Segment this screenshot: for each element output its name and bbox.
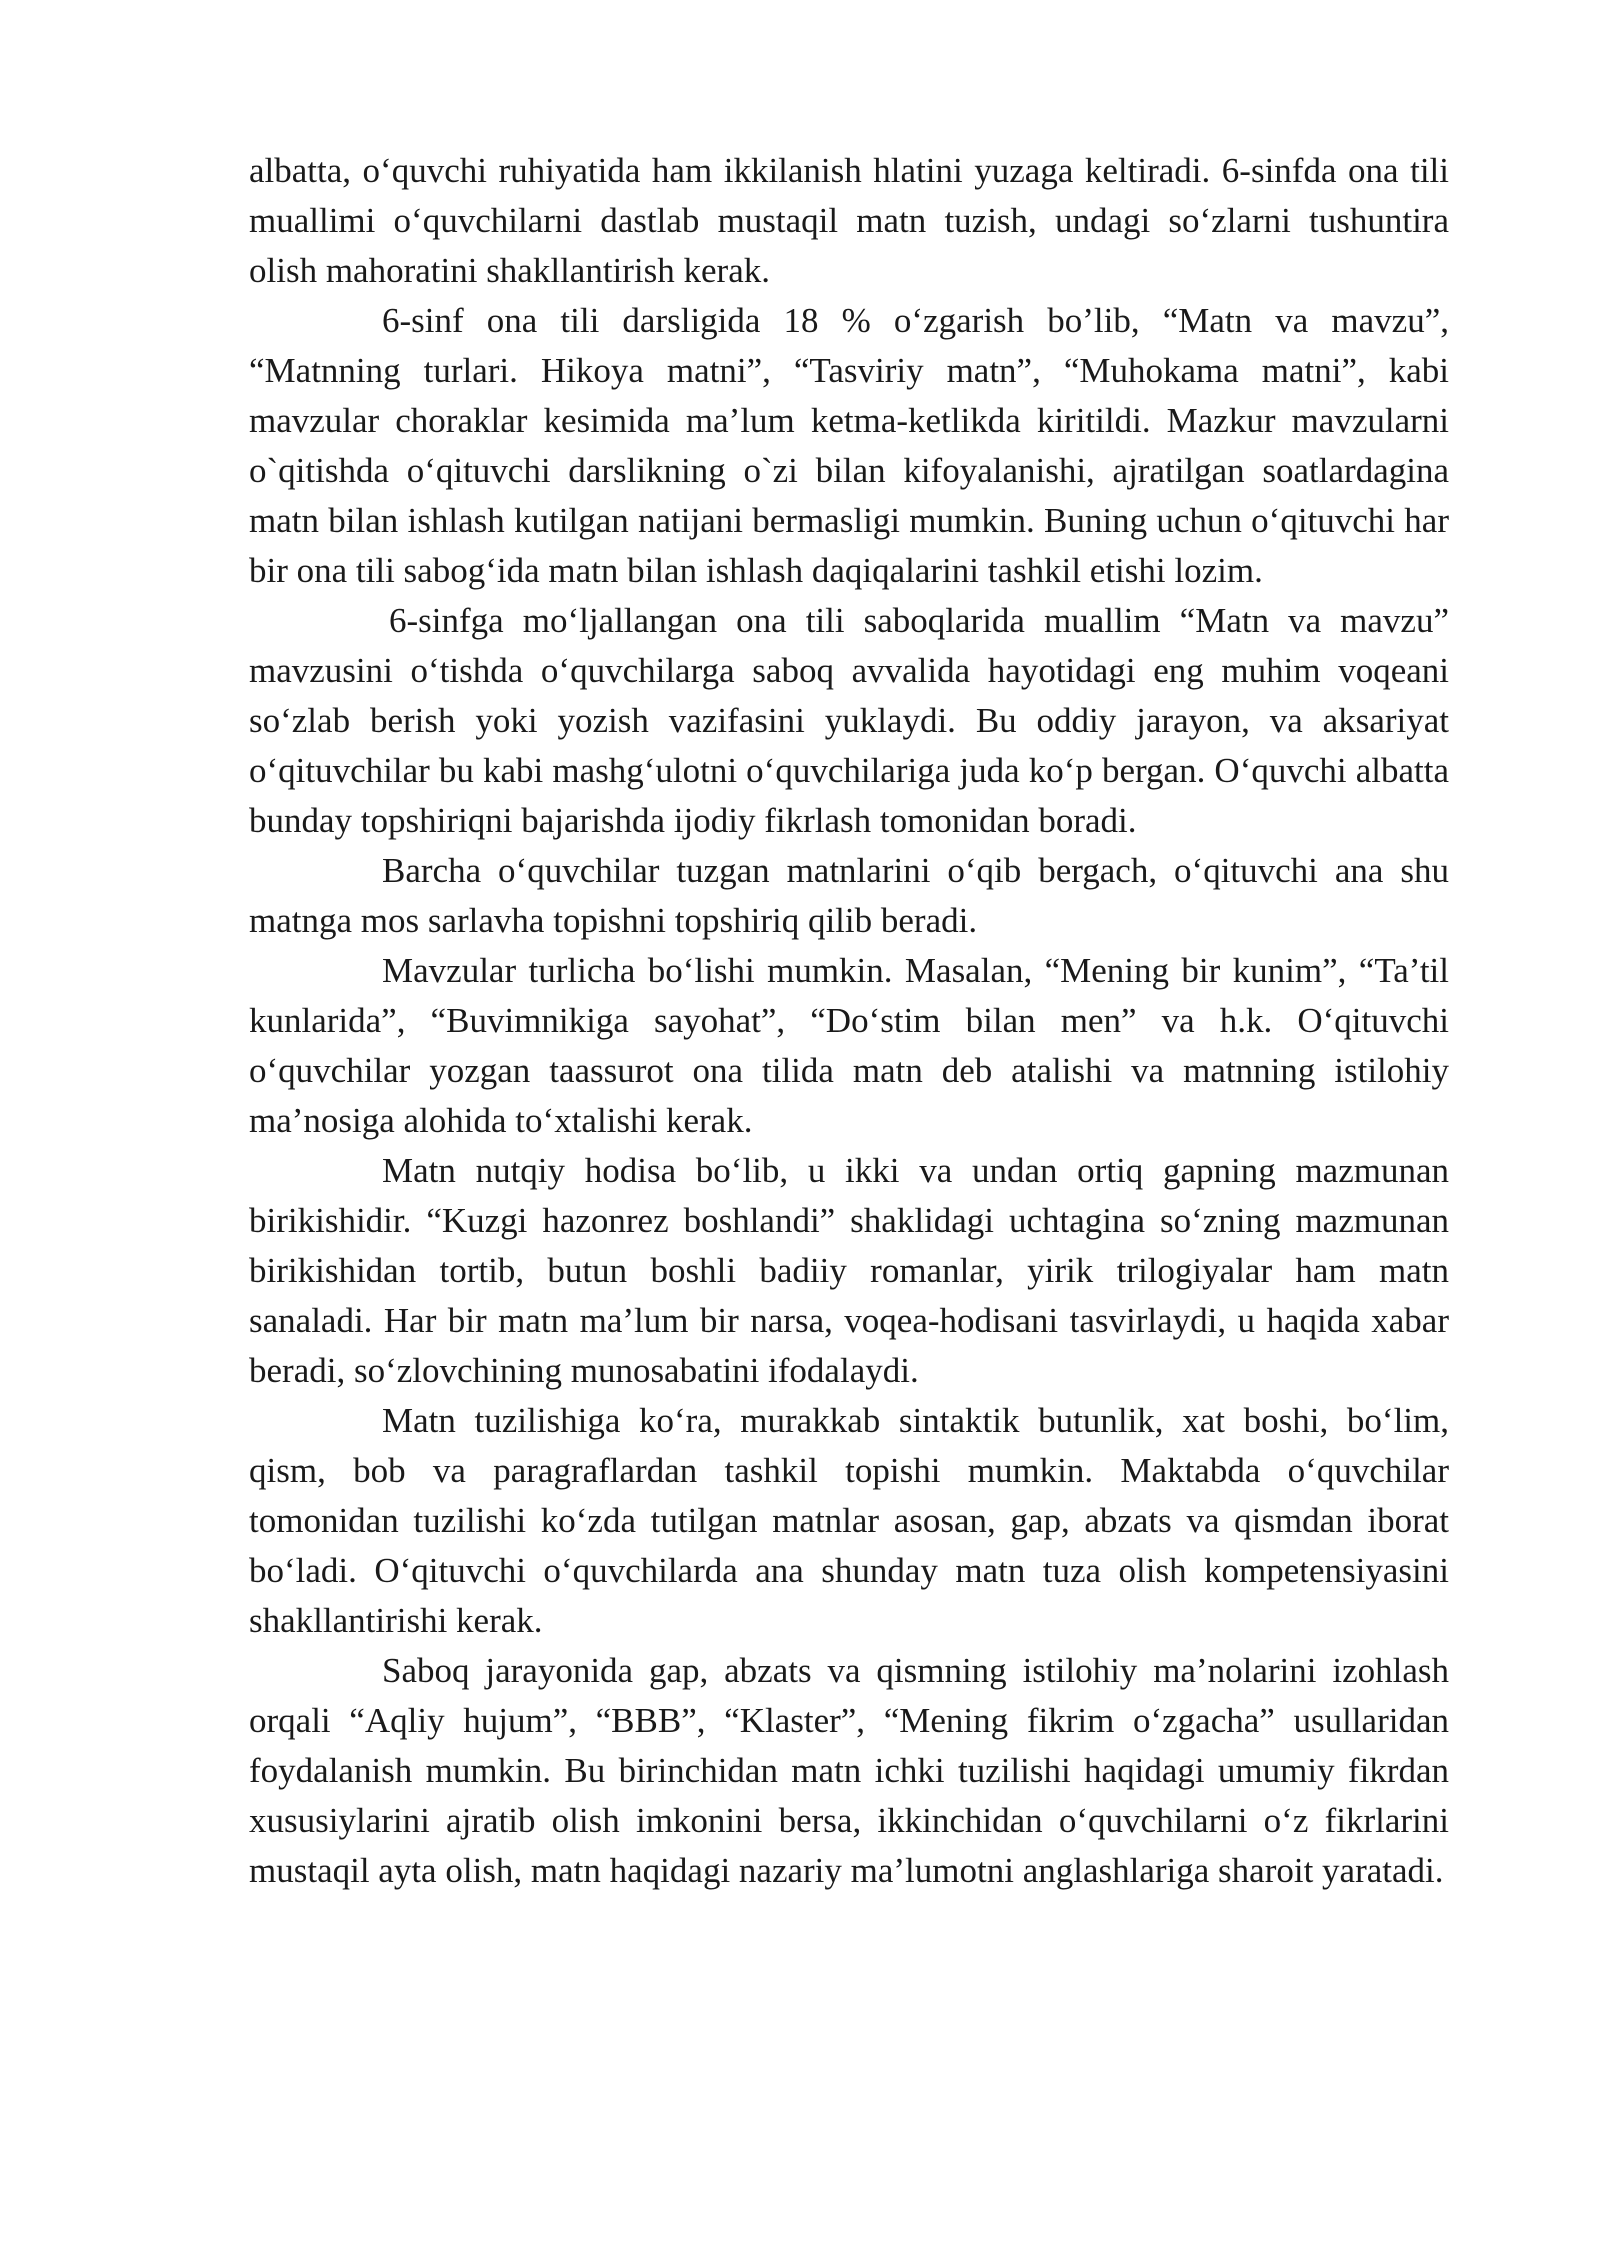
paragraph: Mavzular turlicha bo‘lishi mumkin. Masalan, “Mening bir kunim”, “Ta’til kunlarida”, “Buvimnikiga sayohat”, “Do‘stim bilan men” va h.k. O‘qituvchi o‘quvchilar yozgan taassurot ona tilida matn deb atalishi va matnning istilohiy ma’nosiga alohida to‘xtalishi kerak.	[249, 951, 1449, 1140]
paragraph: Matn nutqiy hodisa bo‘lib, u ikki va undan ortiq gapning mazmunan birikishidir. “Kuzgi hazonrez boshlandi” shaklidagi uchtagina so‘zning mazmunan birikishidan tortib, butun boshli badiiy romanlar, yirik trilogiyalar ham matn sanaladi. Har bir matn ma’lum bir narsa, voqea-hodisani tasvirlaydi, u haqida xabar beradi, so‘zlovchining munosabatini ifodalaydi.	[249, 1151, 1449, 1390]
paragraph: 6-sinf ona tili darsligida 18 % o‘zgarish bo’lib, “Matn va mavzu”, “Matnning turlari. Hikoya matni”, “Tasviriy matn”, “Muhokama matni”, kabi mavzular choraklar kesimida ma’lum ketma-ketlikda kiritildi. Mazkur mavzularni o`qitishda o‘qituvchi darslikning o`zi bilan kifoyalanishi, ajratilgan soatlardagina matn bilan ishlash kutilgan natijani bermasligi mumkin. Buning uchun o‘qituvchi har bir ona tili sabog‘ida matn bilan ishlash daqiqalarini tashkil etishi lozim.	[249, 301, 1449, 590]
paragraph-continuation: albatta, o‘quvchi ruhiyatida ham ikkilanish hlatini yuzaga keltiradi. 6-sinfda ona tili muallimi o‘quvchilarni dastlab mustaqil matn tuzish, undagi so‘zlarni tushuntira olish mahoratini shakllantirish kerak.	[249, 151, 1449, 290]
paragraph: 6-sinfga mo‘ljallangan ona tili saboqlarida muallim “Matn va mavzu” mavzusini o‘tishda o‘quvchilarga saboq avvalida hayotidagi eng muhim voqeani so‘zlab berish yoki yozish vazifasini yuklaydi. Bu oddiy jarayon, va aksariyat o‘qituvchilar bu kabi mashg‘ulotni o‘quvchilariga juda ko‘p bergan. O‘quvchi albatta bunday topshiriqni bajarishda ijodiy fikrlash tomonidan boradi.	[249, 601, 1449, 840]
paragraph: Barcha o‘quvchilar tuzgan matnlarini o‘qib bergach, o‘qituvchi ana shu matnga mos sarlavha topishni topshiriq qilib beradi.	[249, 851, 1449, 940]
paragraph: Matn tuzilishiga ko‘ra, murakkab sintaktik butunlik, xat boshi, bo‘lim, qism, bob va paragraflardan tashkil topishi mumkin. Maktabda o‘quvchilar tomonidan tuzilishi ko‘zda tutilgan matnlar asosan, gap, abzats va qismdan iborat bo‘ladi. O‘qituvchi o‘quvchilarda ana shunday matn tuza olish kompetensiyasini shakllantirishi kerak.	[249, 1401, 1449, 1640]
body-text	[249, 146, 1449, 1896]
paragraph: Saboq jarayonida gap, abzats va qismning istilohiy ma’nolarini izohlash orqali “Aqliy hujum”, “BBB”, “Klaster”, “Mening fikrim o‘zgacha” usullaridan foydalanish mumkin. Bu birinchidan matn ichki tuzilishi haqidagi umumiy fikrdan xususiylarini ajratib olish imkonini bersa, ikkinchidan o‘quvchilarni o‘z fikrlarini mustaqil ayta olish, matn haqidagi nazariy ma’lumotni anglashlariga sharoit yaratadi.	[249, 1651, 1449, 1890]
